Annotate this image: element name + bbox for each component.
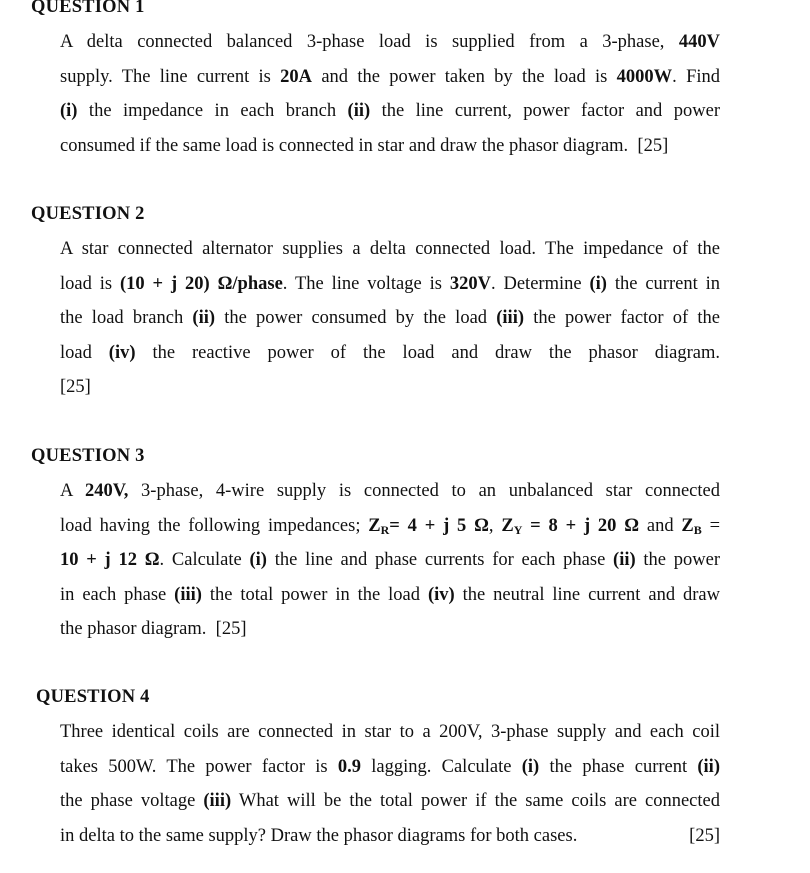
- bold-text: (ii): [697, 756, 720, 777]
- bold-text: Z: [681, 515, 694, 536]
- text-line: [60, 750, 720, 785]
- text-line: [60, 94, 720, 129]
- question-title: QUESTION 2: [31, 204, 145, 224]
- text-segment: the power: [635, 550, 720, 570]
- text-segment: A star connected alternator supplies a delta connected load. The impedance of the: [60, 239, 720, 259]
- text-line: [60, 301, 720, 336]
- text-segment: the power factor of the: [524, 308, 720, 328]
- bold-text: (ii): [613, 550, 636, 570]
- text-segment: the current in: [606, 273, 720, 294]
- text-segment: in delta to the same supply? Draw the phasor diagrams for both cases.: [60, 825, 578, 846]
- text-segment: What will be the total power if the same coils are connected: [231, 791, 720, 811]
- text-segment: load having the following impedances;: [60, 515, 369, 536]
- question-body: [60, 474, 720, 647]
- question-body: [60, 715, 720, 853]
- text-line: [60, 267, 720, 302]
- question-title: QUESTION 4: [36, 687, 150, 707]
- bold-text: Z: [368, 515, 381, 536]
- bold-text: (ii): [192, 308, 216, 328]
- text-segment: the power consumed by the load: [215, 308, 497, 328]
- text-line: [60, 232, 720, 267]
- text-segment: the impedance in each branch: [77, 101, 348, 121]
- text-line: [60, 509, 720, 544]
- text-line: [60, 715, 720, 750]
- text-segment: the phase voltage: [60, 791, 204, 811]
- text-segment: load: [60, 342, 109, 363]
- text-line: [60, 474, 720, 509]
- text-segment: . Calculate: [159, 550, 250, 570]
- text-segment: the phase current: [539, 756, 698, 777]
- bold-text: (iv): [427, 584, 455, 605]
- text-segment: supply. The line current is: [60, 66, 281, 87]
- text-segment: the reactive power of the load and draw the phasor diagram.: [135, 342, 720, 363]
- text-line: [60, 370, 720, 405]
- text-segment: . Find: [672, 66, 720, 87]
- bold-text: (ii): [347, 101, 371, 121]
- question-title: QUESTION 3: [31, 446, 145, 466]
- text-line: [60, 129, 720, 164]
- text-segment: A: [60, 481, 86, 501]
- text-segment: load is: [60, 273, 120, 294]
- bold-text: (iii): [496, 308, 524, 328]
- bold-text: (i): [249, 550, 267, 570]
- bold-text: = 4 + j 5 Ω: [389, 515, 489, 536]
- question-title: QUESTION 1: [31, 0, 145, 17]
- text-segment: and: [639, 515, 682, 536]
- text-segment: =: [701, 515, 721, 536]
- bold-text: 240V,: [85, 481, 129, 501]
- bold-text: 20A: [280, 66, 313, 87]
- text-segment: 3-phase, 4-wire supply is connected to an unbalanced star connected: [128, 481, 720, 501]
- text-segment: A delta connected balanced 3-phase load is supplied from a 3-phase,: [60, 32, 679, 52]
- text-line: [60, 60, 720, 95]
- question-body: [60, 232, 720, 405]
- text-segment: the line and phase currents for each phase: [266, 550, 614, 570]
- text-segment: ,: [488, 515, 502, 536]
- bold-text: (iii): [203, 791, 232, 811]
- bold-text: (10 + j 20) Ω/phase: [119, 273, 283, 294]
- text-segment: [25]: [60, 377, 91, 397]
- text-line: [60, 578, 720, 613]
- text-segment: the load branch: [60, 308, 193, 328]
- text-line: [60, 336, 720, 371]
- bold-text: (i): [589, 273, 607, 294]
- bold-text: (i): [60, 101, 78, 121]
- text-line: [60, 819, 720, 854]
- bold-text: 440V: [678, 32, 720, 52]
- text-line: [60, 25, 720, 60]
- bold-text: (iii): [174, 584, 202, 605]
- bold-text: 10 + j 12 Ω: [60, 550, 160, 570]
- text-segment: the neutral line current and draw: [454, 584, 720, 605]
- subscript: Y: [513, 522, 523, 537]
- bold-text: (i): [521, 756, 540, 777]
- text-segment: in each phase: [60, 584, 175, 605]
- bold-text: 4000W: [616, 66, 673, 87]
- text-segment: lagging. Calculate: [360, 756, 522, 777]
- text-segment: . Determine: [490, 273, 590, 294]
- text-segment: Three identical coils are connected in star to a 200V, 3-phase supply and each coil: [60, 722, 720, 742]
- text-line: [60, 543, 720, 578]
- text-line: [60, 784, 720, 819]
- question-body: [60, 25, 720, 163]
- text-segment: the line current, power factor and power: [370, 101, 720, 121]
- bold-text: 0.9: [337, 756, 361, 777]
- text-segment: . The line voltage is: [282, 273, 450, 294]
- bold-text: = 8 + j 20 Ω: [522, 515, 640, 536]
- bold-text: Z: [501, 515, 514, 536]
- marks-label: [25]: [689, 825, 720, 846]
- text-segment: the phasor diagram. [25]: [60, 619, 247, 639]
- text-line-main: [60, 819, 577, 854]
- text-segment: consumed if the same load is connected in star and draw the phasor diagram. [25]: [60, 135, 669, 156]
- subscript: R: [380, 522, 390, 537]
- text-line: [60, 612, 720, 647]
- subscript: B: [693, 522, 702, 537]
- bold-text: (iv): [108, 342, 136, 363]
- text-segment: and the power taken by the load is: [312, 66, 617, 87]
- text-segment: the total power in the load: [201, 584, 428, 605]
- text-segment: takes 500W. The power factor is: [60, 756, 338, 777]
- bold-text: 320V: [449, 273, 491, 294]
